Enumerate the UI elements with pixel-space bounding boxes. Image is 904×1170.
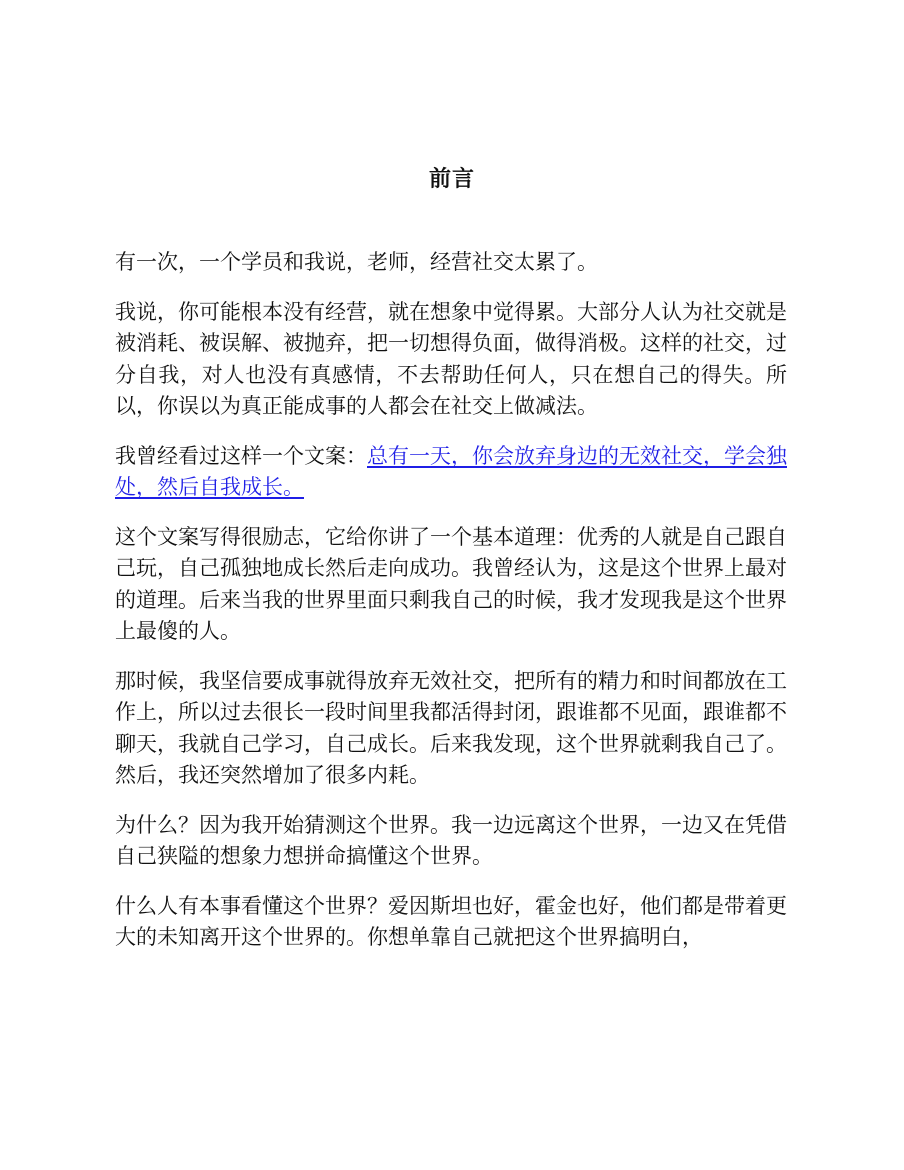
paragraph-1: 有一次，一个学员和我说，老师，经营社交太累了。: [115, 250, 598, 274]
paragraph-5: 为什么？因为我开始猜测这个世界。我一边远离这个世界，一边又在凭借自己狭隘的想象力想拼命搞懂这个世界。: [115, 812, 787, 868]
page-title: 前言: [428, 166, 475, 192]
quote-link[interactable]: 总有一天，你会放弃身边的无效社交，学会独处，然后自我成长。: [115, 443, 787, 499]
paragraph-4: 那时候，我坚信要成事就得放弃无效社交，把所有的精力和时间都放在工作上，所以过去很长一段时间里我都活得封闭，跟谁都不见面，跟谁都不聊天，我就自己学习，自己成长。后来我发现，这个世界就剩我自己了。然后，我还突然增加了很多内耗。: [115, 668, 787, 787]
quote-intro: 我曾经看过这样一个文案：: [115, 443, 367, 468]
paragraph-3: 这个文案写得很励志，它给你讲了一个基本道理：优秀的人就是自己跟自己玩，自己孤独地成长然后走向成功。我曾经认为，这是这个世界上最对的道理。后来当我的世界里面只剩我自己的时候，我才发现我是这个世界上最傻的人。: [115, 524, 787, 643]
paragraph-quote: [115, 441, 787, 504]
paragraph-2: 我说，你可能根本没有经营，就在想象中觉得累。大部分人认为社交就是被消耗、被误解、被抛弃，把一切想得负面，做得消极。这样的社交，过分自我，对人也没有真感情，不去帮助任何人，只在想自己的得失。所以，你误以为真正能成事的人都会在社交上做减法。: [115, 299, 787, 418]
body-text: [115, 247, 787, 972]
paragraph-6: 什么人有本事看懂这个世界？爱因斯坦也好，霍金也好，他们都是带着更大的未知离开这个世界的。你想单靠自己就把这个世界搞明白，: [115, 893, 787, 949]
